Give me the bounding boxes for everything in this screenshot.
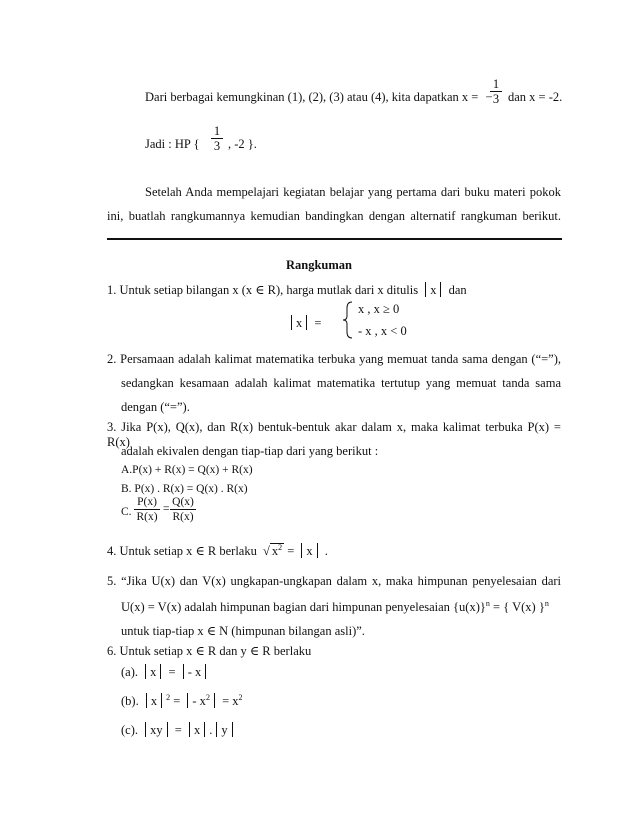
radicand-var: x [271,544,279,559]
item-2-line-1: 2. Persamaan adalah kalimat matematika terbuka yang memuat tanda sama dengan (“=”), [107,352,561,366]
minus-sign: − [485,90,493,104]
a-bar-4 [205,664,206,679]
a-x: x [150,665,157,679]
item-3-option-c-label: C. [121,506,132,518]
a-bar-1 [145,664,146,679]
b-bar-1 [146,693,147,708]
c-bar-2 [167,722,168,737]
intro-line-2: ini, buatlah rangkumannya kemudian bandingkan dengan alternatif rangkuman berikut. [107,209,561,223]
b-bar-4 [214,693,215,708]
c-dot: . [209,723,213,737]
section-divider [107,238,562,240]
abs-bar-left [425,282,426,297]
solution-fraction-denominator: 3 [213,139,221,153]
option-c-right-den: R(x) [172,511,194,523]
item-5-sup-2: n [544,599,549,608]
item-3-line-2: adalah ekivalen dengan tiap-tiap dari yang berikut : [121,444,379,458]
b-bar-3 [187,693,188,708]
intro-line-1: Setelah Anda mempelajari kegiatan belajar yang pertama dari buku materi pokok [145,185,561,199]
case-negative: - x , x < 0 [358,324,407,338]
b-exp-1: 2 [166,693,171,702]
def-bar-left [291,315,292,330]
item-1-var: x [430,283,437,297]
solution-fraction-numerator: 1 [213,124,221,138]
conclusion-text: Dari berbagai kemungkinan (1), (2), (3) atau (4), kita dapatkan x = [145,90,479,104]
option-c-left-den: R(x) [136,511,158,523]
a-negx: - x [187,665,202,679]
item-3-option-b: B. P(x) . R(x) = Q(x) . R(x) [121,483,248,495]
item-6-text: 6. Untuk setiap x ∈ R dan y ∈ R berlaku [107,644,312,658]
c-equals: = [174,723,182,737]
radicand-exponent: 2 [278,543,283,552]
a-bar-3 [183,664,184,679]
b-exp-3: 2 [238,693,243,702]
conclusion-tail: dan x = -2. [508,90,563,104]
abs-definition-lhs [287,315,321,331]
item-6-a [121,664,210,680]
b-x: x [150,694,158,709]
item-1-text: 1. Untuk setiap bilangan x (x ∈ R), harga mutlak dari x ditulis [107,283,419,297]
item-5-line-2-a: U(x) = V(x) adalah himpunan bagian dari himpunan penyelesaian {u(x)} [121,600,486,615]
option-c-equals: = [163,503,170,515]
item-4-equals: = [287,544,295,559]
sqrt-radicand [270,543,284,558]
item-6-c-label: (c). [121,723,138,737]
item-4-var: x [306,544,313,559]
c-y: y [221,723,228,737]
def-equals: = [314,316,322,330]
solution-set-tail: , -2 }. [228,137,257,151]
fraction-denominator: 3 [492,92,500,106]
c-bar-4 [204,722,205,737]
b-equals-2: = x [222,694,239,709]
item-1-tail: dan [448,283,467,297]
a-equals: = [168,665,176,679]
fraction-numerator: 1 [492,77,500,91]
c-bar-6 [232,722,233,737]
item-6-b-label: (b). [121,694,139,709]
item-6-c [121,722,237,738]
c-xy: xy [150,723,163,737]
fraction-one-third [490,77,502,106]
item-3-line-1: 3. Jika P(x), Q(x), dan R(x) bentuk-bentuk akar dalam x, maka kalimat terbuka P(x) = R(x) [107,420,561,449]
option-c-right-num: Q(x) [172,496,194,508]
item-2-line-3: dengan (“=”). [121,400,190,414]
item-4-tail: . [324,544,328,559]
item-6-a-label: (a). [121,665,138,679]
left-brace [342,300,354,340]
summary-item-1 [107,282,467,298]
case-nonnegative: x , x ≥ 0 [358,302,400,316]
a-bar-2 [160,664,161,679]
item-2-line-2: sedangkan kesamaan adalah kalimat matematika tertutup yang memuat tanda sama [121,376,561,390]
c-bar-3 [189,722,190,737]
solution-set-prefix: Jadi : HP { [145,137,200,151]
item-5-line-2-b: = { V(x) } [489,600,545,615]
def-bar-right [306,315,307,330]
c-x: x [193,723,201,737]
solution-fraction [211,124,223,153]
summary-heading: Rangkuman [286,258,352,272]
option-c-left-fraction [134,495,160,524]
b-exp-2: 2 [205,693,210,702]
item-4-text: 4. Untuk setiap x ∈ R berlaku [107,544,257,559]
item-6-b [121,693,243,709]
sqrt-sign: √ [262,544,270,559]
option-c-left-num: P(x) [137,496,157,508]
def-lhs-var: x [296,316,303,330]
item-3-option-a: A.P(x) + R(x) = Q(x) + R(x) [121,464,253,476]
b-negx: - x [192,694,206,709]
item-5-sup-1: n [485,599,490,608]
b-equals-1: = [173,694,181,709]
item-5-line-2 [121,599,549,615]
item-5-line-3: untuk tiap-tiap x ∈ N (himpunan bilangan asli)”. [121,624,365,638]
item-4-bar-left [301,543,302,558]
item-4-bar-right [317,543,318,558]
summary-item-4 [107,543,328,559]
b-bar-2 [161,693,162,708]
c-bar-5 [216,722,217,737]
abs-bar-right [440,282,441,297]
option-c-right-fraction [170,495,196,524]
item-5-line-1: 5. “Jika U(x) dan V(x) ungkapan-ungkapan dalam x, maka himpunan penyelesaian dari [107,574,561,588]
conclusion-line [145,90,493,105]
c-bar-1 [145,722,146,737]
